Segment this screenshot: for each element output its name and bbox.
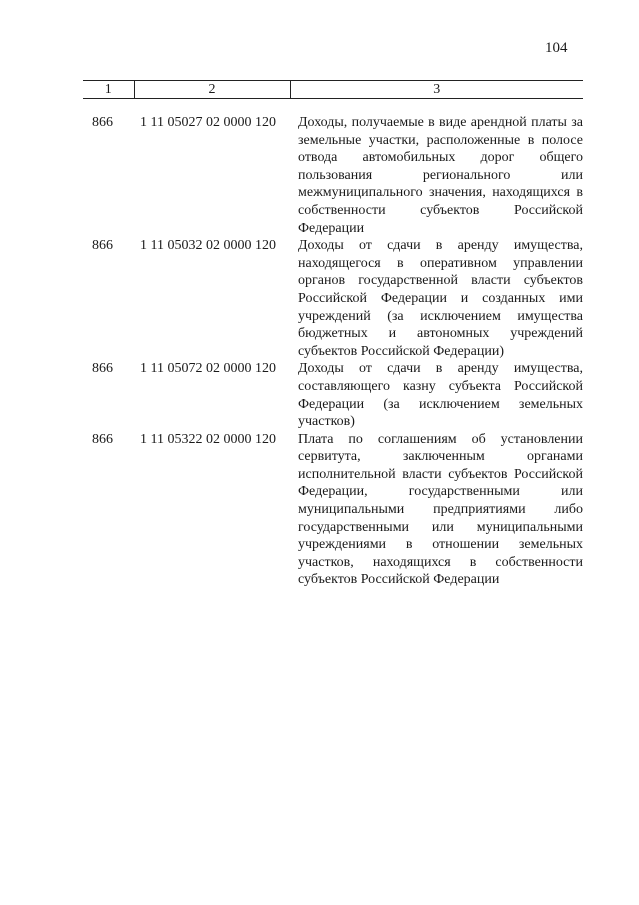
column-header-2: 2 xyxy=(134,81,290,99)
description-cell: Доходы, получаемые в виде арендной платы за земельные участки, расположенные в полосе отвода автомобильных дорог общего пользования регионального или межмуниципального значения, находящихся в собственности субъектов Российской Федерации xyxy=(298,115,583,236)
table-row xyxy=(83,360,583,430)
admin-code-cell: 866 xyxy=(92,361,113,377)
table-row xyxy=(83,431,583,589)
revenue-code-cell: 1 11 05032 02 0000 120 xyxy=(140,238,276,254)
admin-code-cell: 866 xyxy=(92,431,113,447)
page-number: 104 xyxy=(545,40,568,56)
description-cell: Доходы от сдачи в аренду имущества, находящегося в оперативном управлении органов государственной власти субъектов Российской Федерации и созданных ими учреждений (за исключением имущества бюджетных и автономных учреждений субъектов Российской Федерации) xyxy=(298,238,583,359)
table-row xyxy=(83,99,583,238)
revenue-code-cell: 1 11 05027 02 0000 120 xyxy=(140,115,276,130)
admin-code-cell: 866 xyxy=(92,238,113,254)
revenue-codes-table xyxy=(83,80,583,589)
revenue-code-cell: 1 11 05322 02 0000 120 xyxy=(140,431,276,447)
description-cell: Доходы от сдачи в аренду имущества, составляющего казну субъекта Российской Федерации (за исключением земельных участков) xyxy=(298,361,583,430)
revenue-code-cell: 1 11 05072 02 0000 120 xyxy=(140,361,276,377)
column-header-3: 3 xyxy=(290,81,583,99)
table-row xyxy=(83,237,583,360)
table-header-row xyxy=(83,81,583,99)
admin-code-cell: 866 xyxy=(92,115,113,130)
description-cell: Плата по соглашениям об установлении сервитута, заключенным органами исполнительной власти субъектов Российской Федерации, государственными или муниципальными предприятиями либо государственными или муниципальными учреждениями в отношении земельных участков, находящихся в собственности субъектов Российской Федерации xyxy=(298,431,583,588)
column-header-1: 1 xyxy=(83,81,134,99)
